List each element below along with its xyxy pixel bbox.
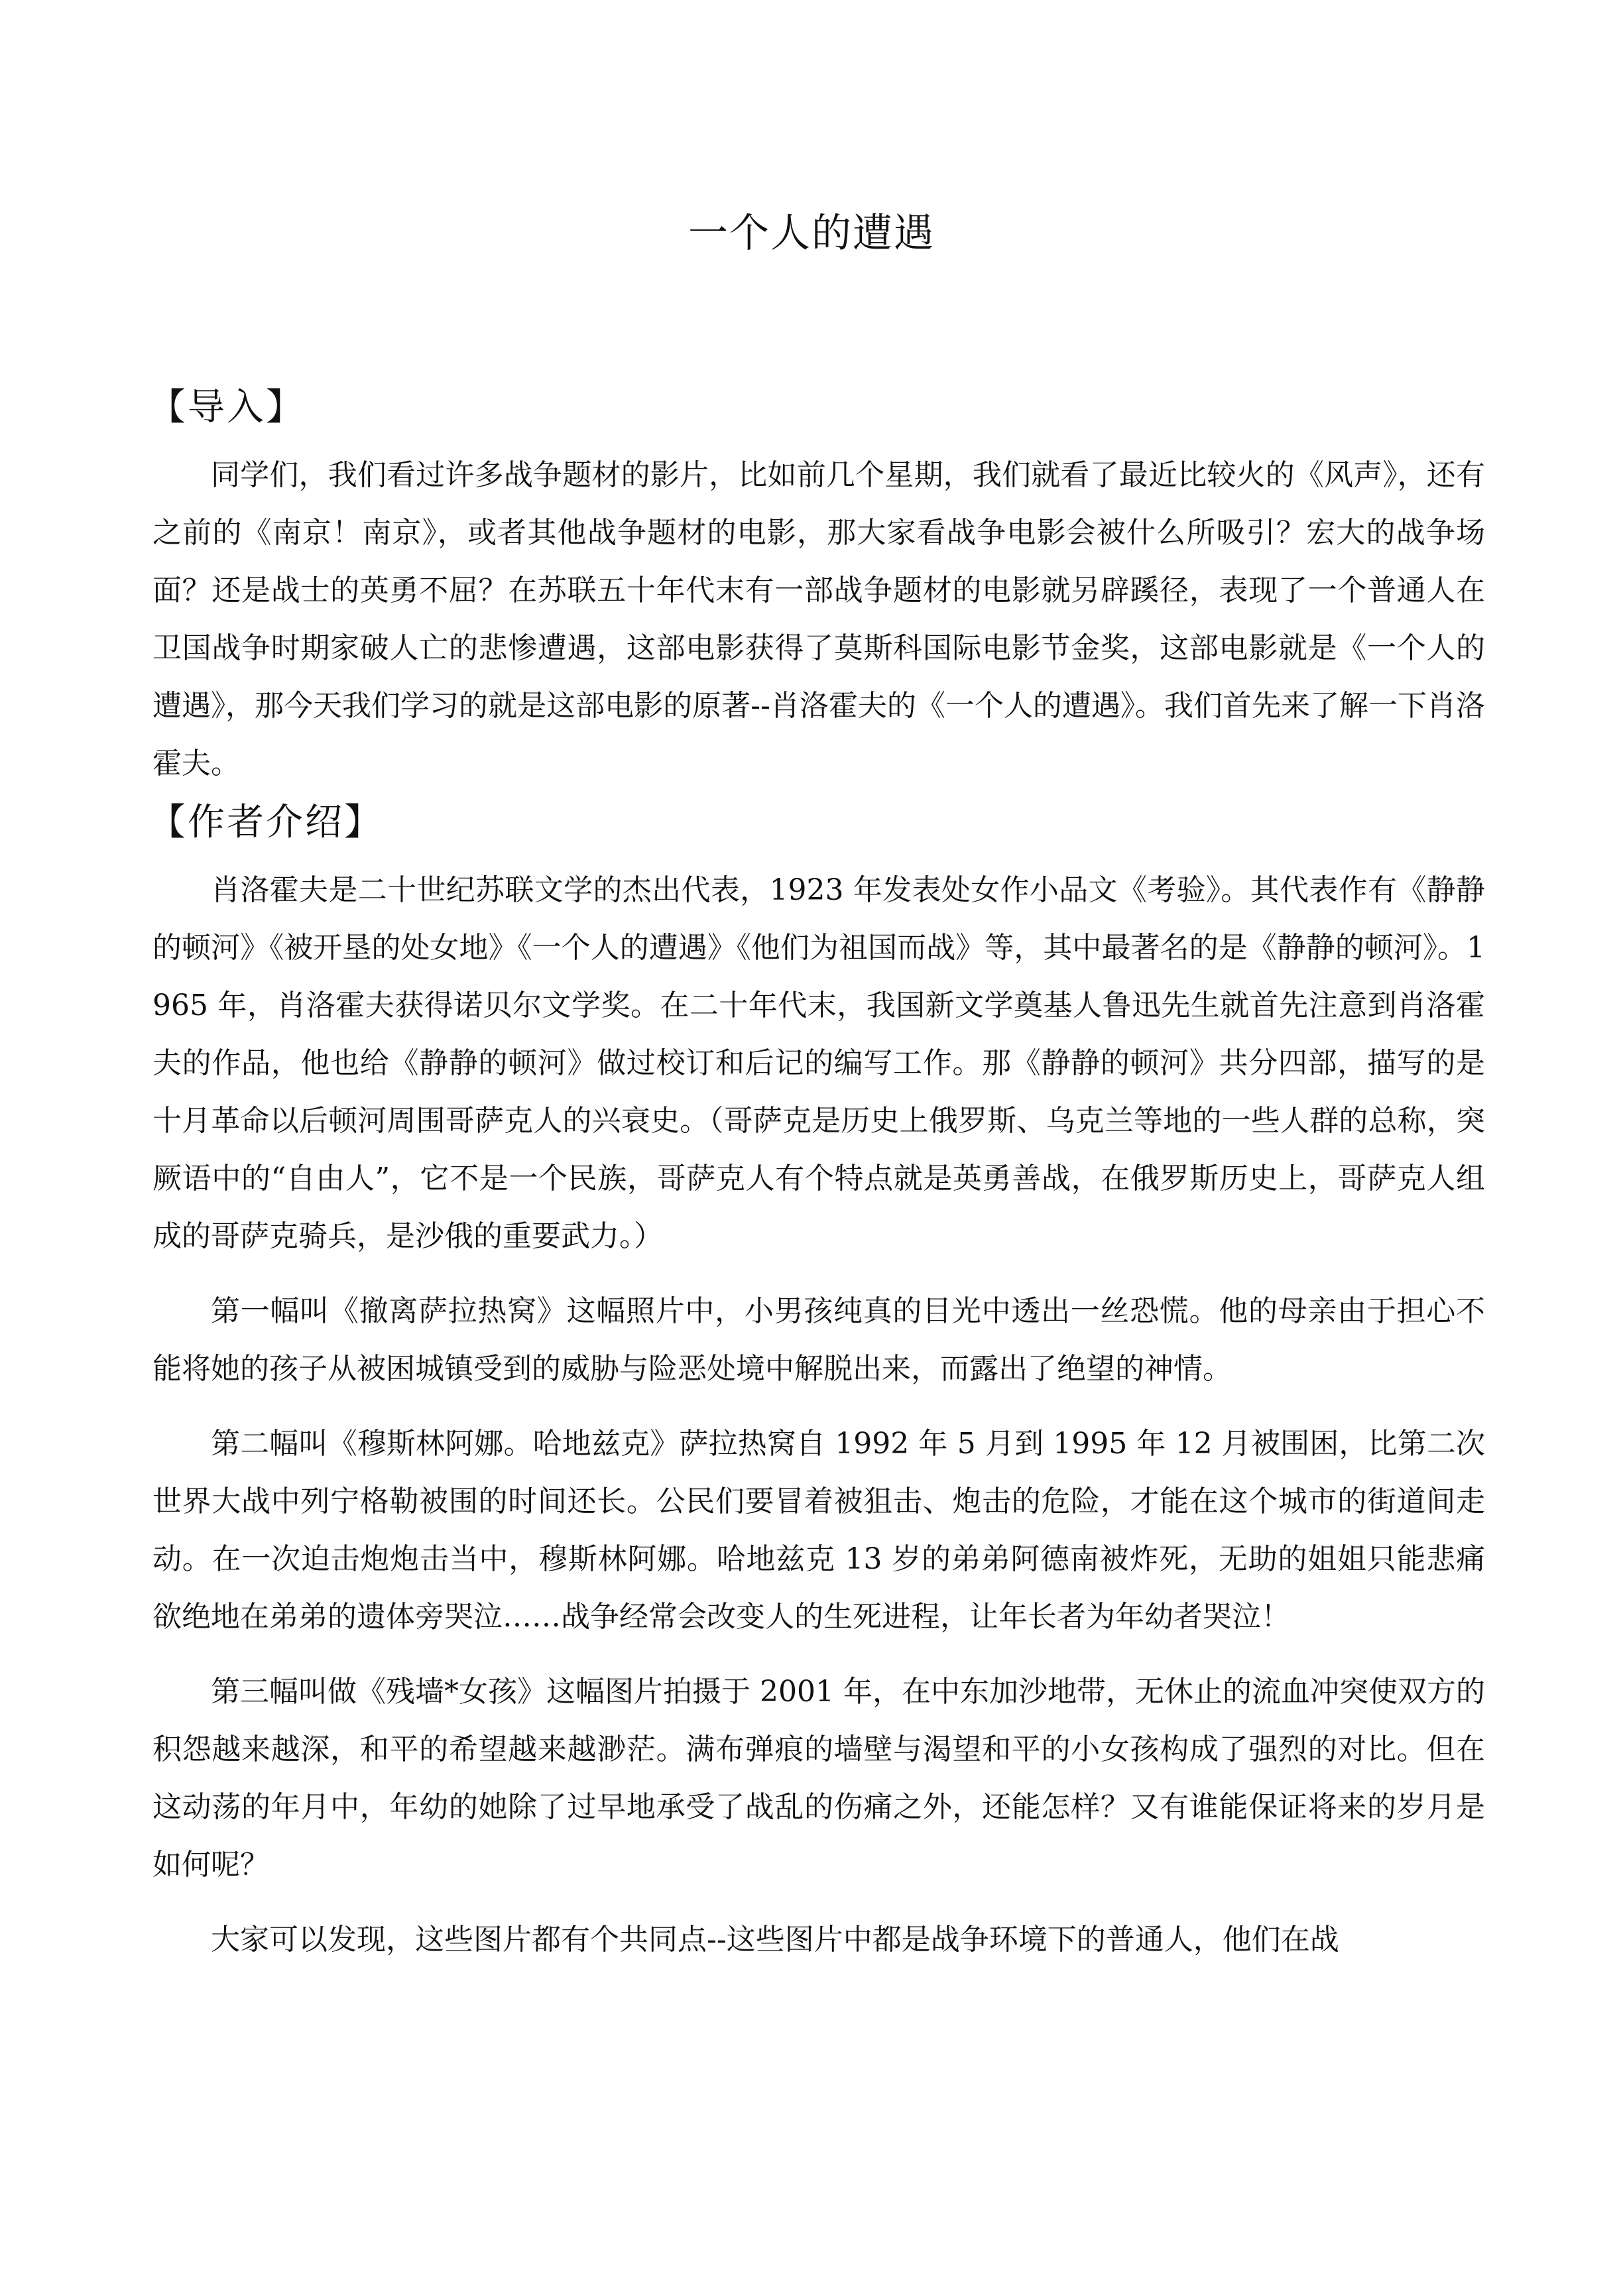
section-heading-author: 【作者介绍】 [149, 801, 383, 844]
photo-one-paragraph: 第一幅叫《撤离萨拉热窝》这幅照片中，小男孩纯真的目光中透出一丝恐慌。他的母亲由于担心不能将她的孩子从被困城镇受到的威胁与险恶处境中解脱出来，而露出了绝望的神情。 [152, 1294, 1485, 1386]
intro-paragraph: 同学们，我们看过许多战争题材的影片，比如前几个星期，我们就看了最近比较火的《风声》，还有之前的《南京！南京》，或者其他战争题材的电影，那大家看战争电影会被什么所吸引？宏大的战争场面？还是战士的英勇不屈？在苏联五十年代末有一部战争题材的电影就另辟蹊径，表现了一个普通人在卫国战争时期家破人亡的悲惨遭遇，这部电影获得了莫斯科国际电影节金奖，这部电影就是《一个人的遭遇》，那今天我们学习的就是这部电影的原著--肖洛霍夫的《一个人的遭遇》。我们首先来了解一下肖洛霍夫。 [152, 458, 1485, 780]
document-body [149, 381, 1485, 1986]
section-heading-intro: 【导入】 [149, 386, 305, 429]
photo-three-paragraph: 第三幅叫做《残墙*女孩》这幅图片拍摄于 2001 年，在中东加沙地带，无休止的流血冲突使双方的积怨越来越深，和平的希望越来越渺茫。满布弹痕的墙壁与渴望和平的小女孩构成了强烈的对比。但在这动荡的年月中，年幼的她除了过早地承受了战乱的伤痛之外，还能怎样？又有谁能保证将来的岁月是如何呢？ [152, 1675, 1485, 1882]
page-title: 一个人的遭遇 [688, 210, 935, 257]
common-point-paragraph: 大家可以发现，这些图片都有个共同点--这些图片中都是战争环境下的普通人，他们在战 [211, 1923, 1339, 1957]
author-paragraph: 肖洛霍夫是二十世纪苏联文学的杰出代表，1923 年发表处女作小品文《考验》。其代表作有《静静的顿河》《被开垦的处女地》《一个人的遭遇》《他们为祖国而战》等，其中最著名的是《静静的顿河》。1965 年，肖洛霍夫获得诺贝尔文学奖。在二十年代末，我国新文学奠基人鲁迅先生就首先注意到肖洛霍夫的作品，他也给《静静的顿河》做过校订和后记的编写工作。那《静静的顿河》共分四部，描写的是十月革命以后顿河周围哥萨克人的兴衰史。（哥萨克是历史上俄罗斯、乌克兰等地的一些人群的总称，突厥语中的“自由人”，它不是一个民族，哥萨克人有个特点就是英勇善战，在俄罗斯历史上，哥萨克人组成的哥萨克骑兵，是沙俄的重要武力。） [152, 873, 1485, 1253]
photo-two-paragraph: 第二幅叫《穆斯林阿娜。哈地兹克》萨拉热窝自 1992 年 5 月到 1995 年 12 月被围困，比第二次世界大战中列宁格勒被围的时间还长。公民们要冒着被狙击、炮击的危险，才能在这个城市的街道间走动。在一次迫击炮炮击当中，穆斯林阿娜。哈地兹克 13 岁的弟弟阿德南被炸死，无助的姐姐只能悲痛欲绝地在弟弟的遗体旁哭泣……战争经常会改变人的生死进程，让年长者为年幼者哭泣！ [152, 1427, 1485, 1634]
